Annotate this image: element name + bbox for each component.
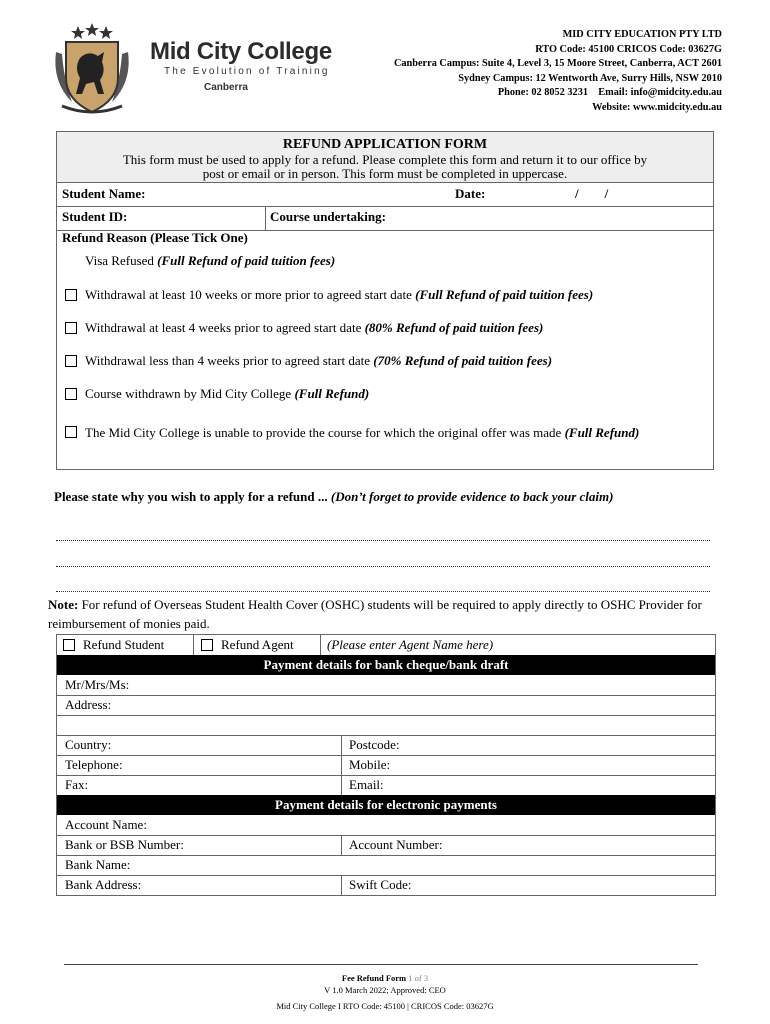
- option-text: Course withdrawn by Mid City College: [85, 386, 295, 401]
- divider: [57, 206, 713, 207]
- college-tagline: The Evolution of Training: [164, 66, 330, 77]
- divider: [57, 855, 715, 856]
- divider: [341, 875, 342, 895]
- checkbox[interactable]: [65, 426, 77, 438]
- refund-student-option[interactable]: [63, 637, 164, 653]
- divider: [193, 635, 194, 655]
- divider: [57, 695, 715, 696]
- form-description: This form must be used to apply for a refund. Please complete this form and return it to our office by post or email or in person. This form must be completed in uppercase.: [122, 152, 648, 181]
- option-note: (80% Refund of paid tuition fees): [364, 320, 544, 335]
- electronic-heading: Payment details for electronic payments: [57, 795, 715, 815]
- country-label: Country:: [65, 737, 112, 752]
- option-note: (Full Refund of paid tuition fees): [157, 253, 336, 268]
- reason-line-2[interactable]: [56, 566, 710, 567]
- divider: [341, 735, 342, 795]
- divider: [57, 755, 715, 756]
- payment-details-table: [56, 634, 716, 896]
- student-id-label: Student ID:: [62, 209, 128, 224]
- option-note: (Full Refund): [564, 425, 640, 440]
- form-header: [57, 132, 713, 182]
- footer-form-name: Fee Refund Form: [341, 973, 407, 983]
- footer-rule: [64, 964, 698, 965]
- checkbox[interactable]: [63, 639, 75, 651]
- footer-version: V 1.0 March 2022; Approved: CEO: [324, 985, 446, 995]
- divider: [57, 735, 715, 736]
- refund-application-form: [56, 131, 714, 470]
- option-visa-refused: [85, 253, 335, 269]
- refund-agent-option[interactable]: [201, 637, 294, 653]
- option-text: Visa Refused: [85, 253, 158, 268]
- refund-reason-prompt: [54, 488, 694, 505]
- checkbox[interactable]: [65, 355, 77, 367]
- page-footer: [0, 972, 770, 1012]
- divider: [57, 835, 715, 836]
- student-name-label: Student Name:: [62, 186, 146, 201]
- org-line: MID CITY EDUCATION PTY LTD: [562, 29, 722, 40]
- account-name-label: Account Name:: [65, 817, 147, 832]
- bank-name-label: Bank Name:: [65, 857, 131, 872]
- bank-address-label: Bank Address:: [65, 877, 142, 892]
- option-note: (Full Refund): [294, 386, 370, 401]
- option-withdrawal-less-4-weeks[interactable]: [65, 353, 552, 369]
- note-text: For refund of Overseas Student Health Cover (OSHC) students will be required to apply directly to OSHC Provider for reimbursement of monies paid.: [48, 597, 702, 631]
- divider: [320, 635, 321, 655]
- email-label: Email:: [349, 777, 384, 792]
- divider: [57, 715, 715, 716]
- title-label: Mr/Mrs/Ms:: [65, 677, 130, 692]
- footer-title: [0, 972, 770, 984]
- divider: [57, 182, 713, 183]
- checkbox[interactable]: [65, 388, 77, 400]
- form-title: REFUND APPLICATION FORM: [282, 137, 488, 152]
- reason-line-1[interactable]: [56, 540, 710, 541]
- org-line: RTO Code: 45100 CRICOS Code: 03627G: [535, 43, 722, 55]
- college-crest-logo: [42, 22, 142, 118]
- divider: [341, 835, 342, 855]
- checkbox[interactable]: [65, 322, 77, 334]
- reason-line-3[interactable]: [56, 591, 710, 592]
- refund-reason-label: Refund Reason (Please Tick One): [62, 230, 248, 245]
- option-course-withdrawn[interactable]: [65, 386, 369, 402]
- option-note: (70% Refund of paid tuition fees): [373, 353, 553, 368]
- campus-label: Canberra: [204, 82, 248, 93]
- option-text: Withdrawal less than 4 weeks prior to agreed start date: [85, 353, 374, 368]
- footer-codes: Mid City College I RTO Code: 45100 | CRICOS Code: 03627G: [276, 1001, 494, 1011]
- prompt-text: Please state why you wish to apply for a refund ...: [54, 489, 331, 504]
- date-separators: / /: [575, 186, 609, 201]
- swift-code-label: Swift Code:: [349, 877, 412, 892]
- org-line: Phone: 02 8052 3231 Email: info@midcity.edu.au: [497, 87, 722, 98]
- oshc-note: [48, 595, 718, 633]
- divider: [57, 875, 715, 876]
- divider: [57, 775, 715, 776]
- option-text: The Mid City College is unable to provide the course for which the original offer was made: [85, 425, 565, 440]
- fax-label: Fax:: [65, 777, 89, 792]
- date-label: Date:: [455, 186, 486, 201]
- option-unable-to-provide[interactable]: [65, 420, 705, 445]
- telephone-label: Telephone:: [65, 757, 123, 772]
- note-label: Note:: [48, 597, 79, 612]
- checkbox[interactable]: [65, 289, 77, 301]
- college-name: Mid City College: [150, 38, 332, 65]
- org-line: Website: www.midcity.edu.au: [592, 101, 722, 113]
- organisation-details: [394, 28, 722, 115]
- page-number: 1 of 3: [406, 973, 429, 983]
- postcode-label: Postcode:: [349, 737, 400, 752]
- cheque-heading: Payment details for bank cheque/bank draft: [57, 655, 715, 675]
- prompt-note: (Don’t forget to provide evidence to back your claim): [330, 489, 614, 504]
- mobile-label: Mobile:: [349, 757, 391, 772]
- option-text: Withdrawal at least 4 weeks prior to agreed start date: [85, 320, 365, 335]
- option-withdrawal-10-weeks[interactable]: [65, 287, 593, 303]
- refund-student-label: Refund Student: [83, 637, 165, 652]
- org-line: Canberra Campus: Suite 4, Level 3, 15 Moore Street, Canberra, ACT 2601: [393, 58, 722, 69]
- bsb-label: Bank or BSB Number:: [65, 837, 184, 852]
- option-text-wrap: [85, 420, 639, 445]
- address-label: Address:: [65, 697, 112, 712]
- option-text: Withdrawal at least 10 weeks or more prior to agreed start date: [85, 287, 416, 302]
- option-note: (Full Refund of paid tuition fees): [415, 287, 594, 302]
- agent-name-hint[interactable]: (Please enter Agent Name here): [327, 637, 494, 652]
- course-label: Course undertaking:: [270, 209, 386, 224]
- refund-agent-label: Refund Agent: [221, 637, 294, 652]
- checkbox[interactable]: [201, 639, 213, 651]
- option-withdrawal-4-weeks[interactable]: [65, 320, 543, 336]
- org-line: Sydney Campus: 12 Wentworth Ave, Surry Hills, NSW 2010: [458, 72, 722, 84]
- account-number-label: Account Number:: [349, 837, 443, 852]
- divider: [265, 206, 266, 230]
